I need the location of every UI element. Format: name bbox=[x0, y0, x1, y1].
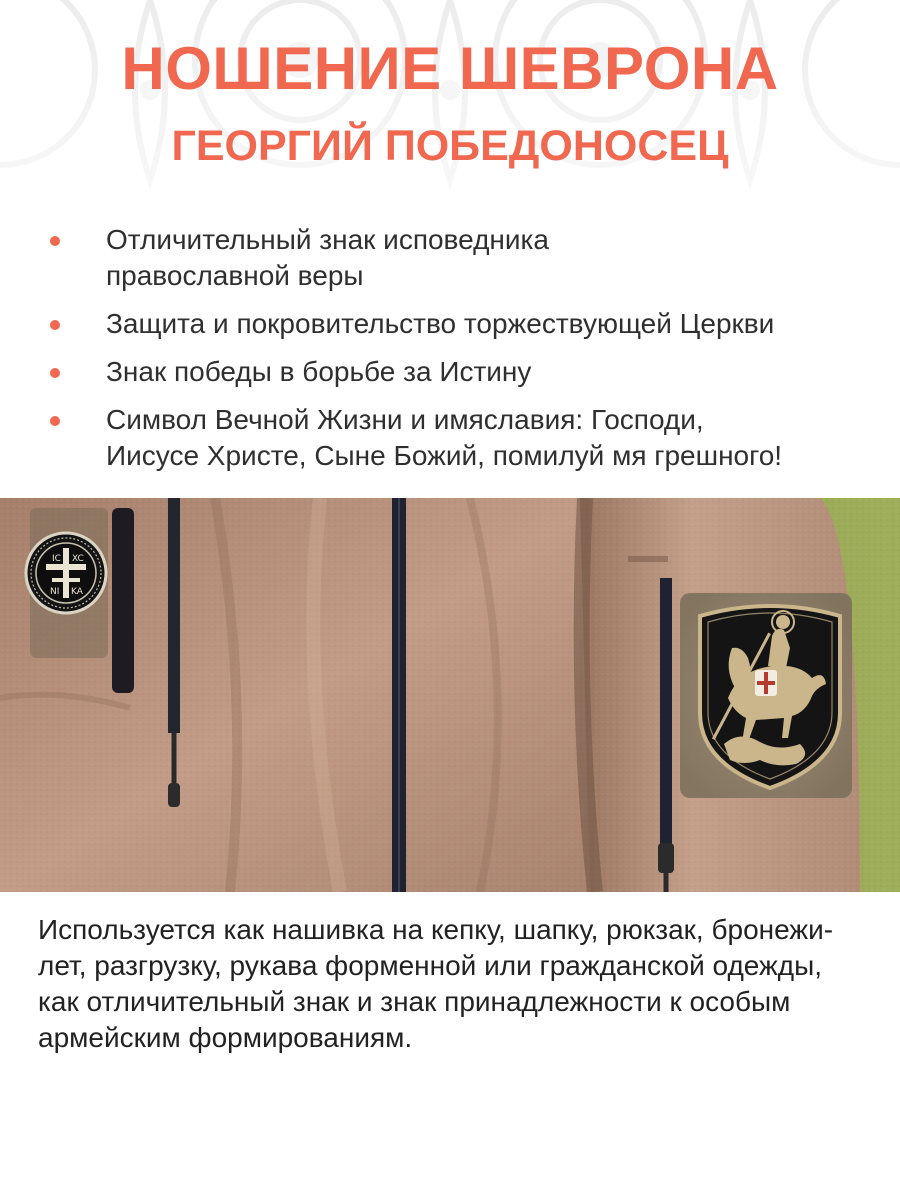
bullet-dot-icon bbox=[50, 416, 60, 426]
description-text: Используется как нашивка на кепку, шапку, рюкзак, бронежи- bbox=[38, 914, 834, 945]
usage-description bbox=[38, 912, 878, 1056]
list-item-text: православной веры bbox=[106, 260, 364, 291]
patch-letters: KA bbox=[71, 587, 83, 597]
description-text: армейским формированиям. bbox=[38, 1022, 413, 1053]
list-item-text: Отличительный знак исповедника bbox=[106, 224, 549, 255]
list-item bbox=[46, 222, 866, 294]
bullet-dot-icon bbox=[50, 236, 60, 246]
features-list bbox=[46, 222, 866, 486]
list-item bbox=[46, 354, 866, 390]
list-item bbox=[46, 402, 866, 474]
round-patch bbox=[26, 508, 108, 658]
list-item-text: Иисусе Христе, Сыне Божий, помилуй мя грешного! bbox=[106, 440, 783, 471]
list-item-text: Знак победы в борьбе за Истину bbox=[106, 356, 532, 387]
description-text: лет, разгрузку, рукава форменной или гражданской одежды, bbox=[38, 950, 823, 981]
list-item-text: Символ Вечной Жизни и имяславия: Господи, bbox=[106, 404, 704, 435]
page-title: НОШЕНИЕ ШЕВРОНА bbox=[121, 35, 779, 102]
list-item-text: Защита и покровительство торжествующей Церкви bbox=[106, 308, 775, 339]
bullet-dot-icon bbox=[50, 368, 60, 378]
bullet-dot-icon bbox=[50, 320, 60, 330]
st-george-patch bbox=[680, 593, 852, 798]
page-subtitle: ГЕОРГИЙ ПОБЕДОНОСЕЦ bbox=[171, 122, 729, 170]
description-text: как отличительный знак и знак принадлежности к особым bbox=[38, 986, 791, 1017]
product-photo bbox=[0, 498, 900, 892]
patch-letters: IC bbox=[52, 554, 61, 564]
patch-letters: XC bbox=[72, 554, 84, 564]
list-item bbox=[46, 306, 866, 342]
patch-letters: NI bbox=[50, 587, 60, 597]
